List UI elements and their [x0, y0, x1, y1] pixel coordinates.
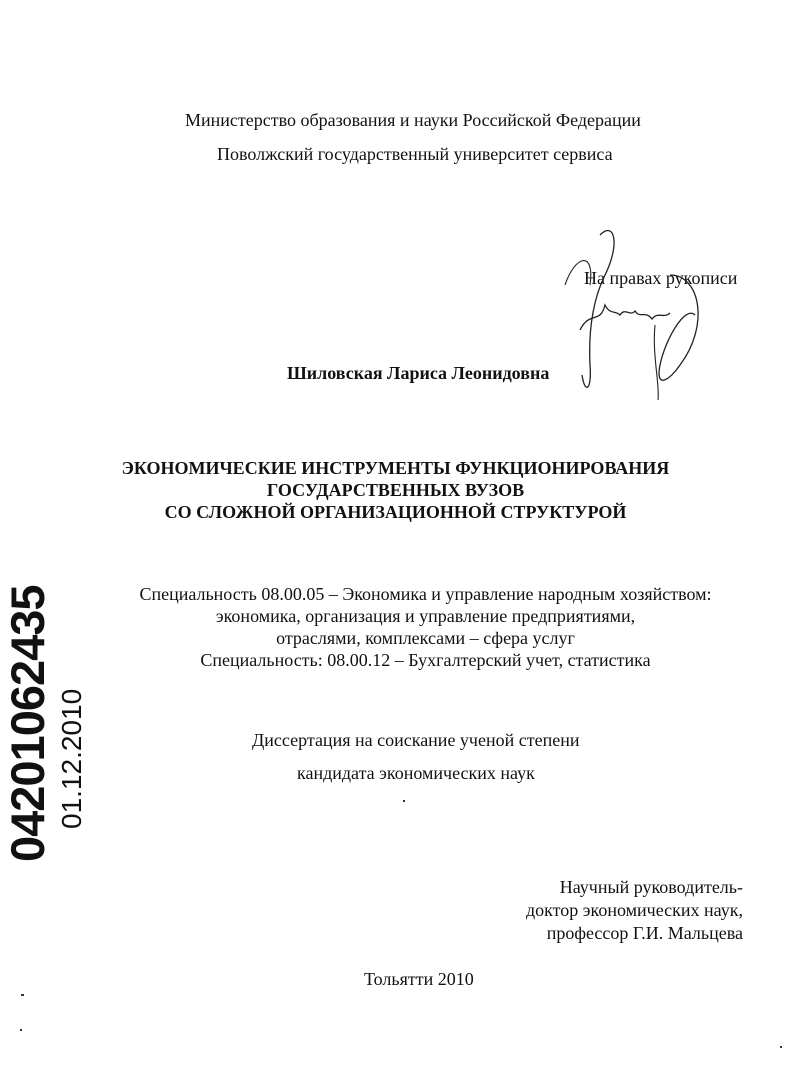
author-name: Шиловская Лариса Леонидовна — [287, 363, 550, 383]
scan-speck — [20, 1029, 22, 1031]
supervisor-line: профессор Г.И. Мальцева — [546, 923, 743, 943]
ministry-heading: Министерство образования и науки Российской Федерации — [185, 110, 641, 130]
handwritten-signature — [560, 215, 720, 405]
library-stamp-number: 04201062435 — [1, 585, 54, 862]
title-line: СО СЛОЖНОЙ ОРГАНИЗАЦИОННОЙ СТРУКТУРОЙ — [164, 502, 627, 522]
specialty-line: отраслями, комплексами – сфера услуг — [276, 628, 575, 648]
specialty-block — [0, 583, 791, 671]
supervisor-line: доктор экономических наук, — [526, 900, 743, 920]
specialty-line: Специальность 08.00.05 – Экономика и управление народным хозяйством: — [139, 584, 712, 604]
library-stamp-date: 01.12.2010 — [56, 688, 87, 829]
manuscript-note: На правах рукописи — [584, 268, 738, 288]
dissertation-title — [0, 457, 791, 523]
supervisor-block — [0, 876, 743, 945]
dissertation-type: Диссертация на соискание ученой степени — [252, 730, 580, 750]
scan-speck — [403, 800, 405, 802]
title-line: ЭКОНОМИЧЕСКИЕ ИНСТРУМЕНТЫ ФУНКЦИОНИРОВАНИЯ — [121, 458, 670, 478]
specialty-line: экономика, организация и управление предприятиями, — [215, 606, 636, 626]
scan-speck — [21, 994, 24, 996]
university-heading: Поволжский государственный университет сервиса — [217, 144, 613, 164]
title-line: ГОСУДАРСТВЕННЫХ ВУЗОВ — [266, 480, 525, 500]
supervisor-line: Научный руководитель- — [559, 877, 743, 897]
city-year: Тольятти 2010 — [364, 969, 474, 989]
specialty-line: Специальность: 08.00.12 – Бухгалтерский учет, статистика — [200, 650, 651, 670]
degree-name: кандидата экономических наук — [297, 763, 535, 783]
scan-speck — [780, 1046, 782, 1048]
